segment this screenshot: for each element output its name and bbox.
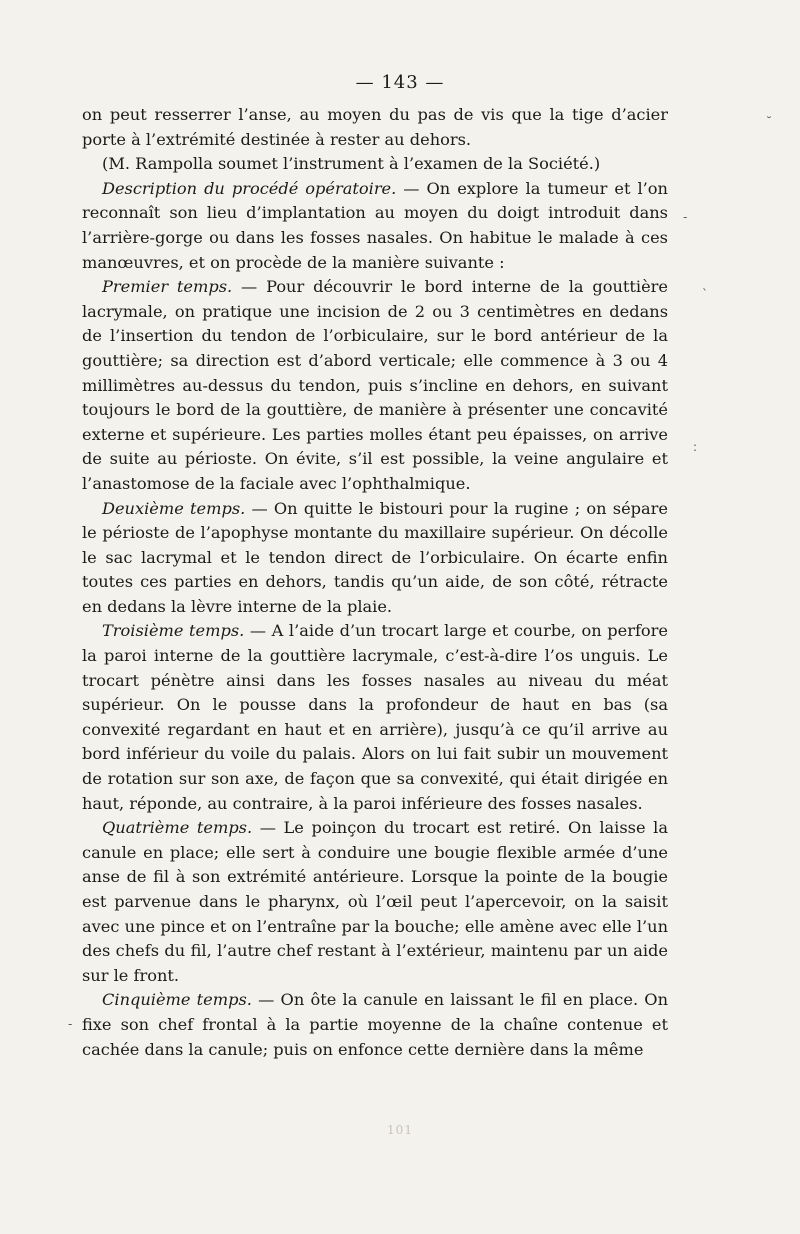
paragraph-8 [82, 988, 668, 1062]
paragraph-6-text: — A l’aide d’un trocart large et courbe, on perfore la paroi interne de la gouttière lacrymale, c’est-à-dire l’os unguis. Le trocart pénètre ainsi dans les fosses nasales au niveau du méat supérieur. On le pousse dans la profondeur de haut en bas (sa convexité regardant en haut et en arrière), jusqu’à ce qu’il arrive au bord inférieur du voile du palais. Alors on lui fait subir un mouvement de rotation sur son axe, de façon que sa convexité, qui était dirigée en haut, réponde, au contraire, à la paroi inférieure des fosses nasales. [82, 621, 668, 813]
body-text [82, 103, 668, 1062]
paragraph-6 [82, 619, 668, 816]
margin-mark-2: - [683, 210, 688, 224]
paragraph-1-text: on peut resserrer l’anse, au moyen du pas de vis que la tige d’acier porte à l’extrémité destinée à rester au dehors. [82, 105, 668, 149]
paragraph-8-lead: Cinquième temps. [102, 990, 252, 1010]
paragraph-3-lead: Description du procédé opératoire. [102, 178, 397, 198]
paragraph-6-lead: Troisième temps. [102, 621, 245, 641]
paragraph-2-text: (M. Rampolla soumet l’instrument à l’examen de la Société.) [102, 154, 601, 174]
paragraph-3 [82, 177, 668, 275]
paragraph-7 [82, 816, 668, 988]
margin-mark-1: ˘ [766, 115, 772, 129]
page-number: — 143 — [355, 72, 445, 93]
margin-mark-3: ˋ [702, 287, 708, 301]
paragraph-4-text: — Pour découvrir le bord interne de la gouttière lacrymale, on pratique une incision de 2 ou 3 centimètres en dedans de l’insertion du tendon de l’orbiculaire, sur le bord antérieur de la gouttière; sa direction est d’abord verticale; elle commence à 3 ou 4 millimètres au-dessus du tendon, puis s’incline en dehors, en suivant toujours le bord de la gouttière, de manière à présenter une concavité externe et supérieure. Les parties molles étant peu épaisses, on arrive de suite au périoste. On évite, s’il est possible, la veine angulaire et l’anastomose de la faciale avec l’ophthalmique. [82, 277, 669, 493]
margin-mark-5: - [68, 1017, 73, 1031]
faint-footer-text: 101 [387, 1123, 413, 1137]
paragraph-5-text: — On quitte le bistouri pour la rugine ; on sépare le périoste de l’apophyse montante du maxillaire supérieur. On décolle le sac lacrymal et le tendon direct de l’orbiculaire. On écarte enfin toutes ces parties en dehors, tandis qu’un aide, de son côté, rétracte en dedans la lèvre interne de la plaie. [82, 498, 668, 616]
paragraph-2 [82, 152, 668, 177]
paragraph-3-text: — On explore la tumeur et l’on reconnaît son lieu d’implantation au moyen du doigt introduit dans l’arrière-gorge ou dans les fosses nasales. On habitue le malade à ces manœuvres, et on procède de la manière suivante : [82, 178, 668, 272]
paragraph-5-lead: Deuxième temps. [102, 498, 246, 518]
paragraph-4-lead: Premier temps. [102, 277, 233, 297]
paragraph-8-text: — On ôte la canule en laissant le fil en place. On fixe son chef frontal à la partie moyenne de la chaîne contenue et cachée dans la canule; puis on enfonce cette dernière dans la même [82, 990, 669, 1059]
paragraph-7-lead: Quatrième temps. [102, 818, 253, 838]
paragraph-1 [82, 103, 668, 152]
paragraph-5 [82, 497, 668, 620]
paragraph-7-text: — Le poinçon du trocart est retiré. On laisse la canule en place; elle sert à conduire une bougie flexible armée d’une anse de fil à son extrémité antérieure. Lorsque la pointe de la bougie est parvenue dans le pharynx, où l’œil peut l’apercevoir, on la saisit avec une pince et on l’entraîne par la bouche; elle amène avec elle l’un des chefs du fil, l’autre chef restant à l’extérieur, maintenu par un aide sur le front. [82, 818, 668, 985]
paragraph-4 [82, 275, 668, 496]
margin-mark-4: : [693, 440, 698, 454]
